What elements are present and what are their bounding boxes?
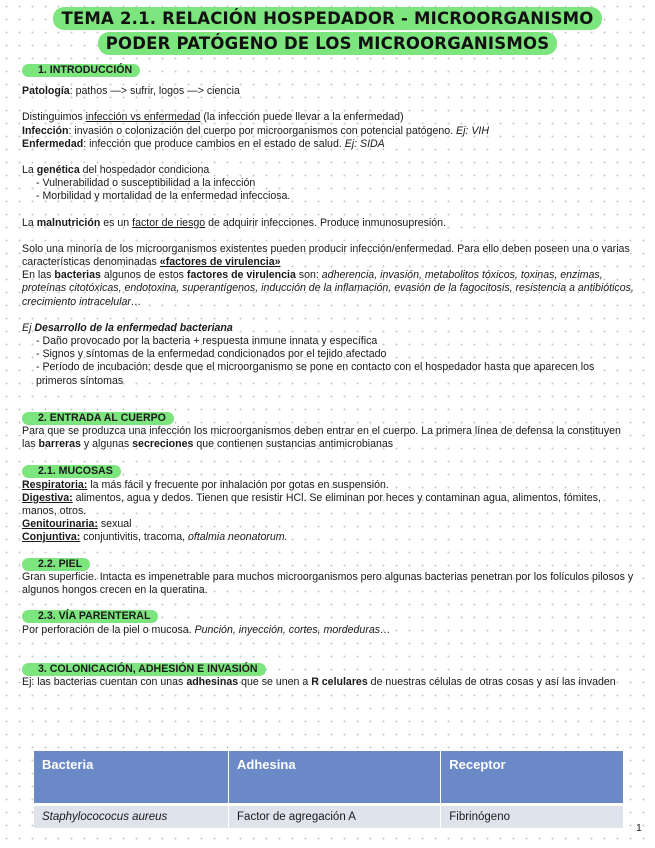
column-header-adhesina: Adhesina: [229, 751, 441, 805]
underlined-text: infección vs enfermedad: [85, 111, 201, 124]
list-item: - Vulnerabilidad o susceptibilidad a la infección: [36, 177, 256, 190]
underlined-text: factor de riesgo: [132, 216, 206, 229]
genitourinaria-paragraph: [22, 518, 634, 531]
text-span: : invasión o colonización del cuerpo por microorganismos con potencial patógeno.: [68, 124, 457, 137]
enfermedad-paragraph: [22, 138, 634, 151]
factores-term: factores de virulencia: [186, 269, 296, 282]
text-span: Distinguimos: [22, 111, 86, 124]
text-span: : infección que produce cambios en el estado de salud.: [83, 137, 345, 150]
page-title: [0, 7, 655, 57]
infeccion-paragraph: [22, 125, 634, 138]
virulence-factor-list: adherencia, invasión, metabolitos tóxicos, toxinas, enzimas, proteínas citotóxicas, endotoxina, superantígenos, inducción de la inflamación, evasión de la fagocitosis, resistencia a antibióticos, crecimiento intracelular…: [22, 269, 634, 308]
digestiva-term: Digestiva:: [22, 491, 73, 504]
list-item: - Período de incubación: desde que el microorganismo se pone en contacto con el hospedador hasta que aparecen los primeros síntomas: [36, 361, 595, 387]
text-span: sexual: [97, 518, 132, 531]
section-heading-parenteral: 2.3. VÍA PARENTERAL: [22, 610, 158, 623]
title-line-1: TEMA 2.1. RELACIÓN HOSPEDADOR - MICROORGANISMO: [53, 7, 601, 30]
patologia-def: : pathos —> sufrir, logos —> ciencia: [69, 85, 240, 98]
example-text: Ej: VIH: [456, 124, 489, 137]
genetica-term: genética: [36, 164, 80, 177]
text-span: Solo una minoría de los microorganismos existentes pueden producir infección/enfermedad. Para ello deben poseen una o varias características denominadas: [22, 242, 630, 269]
ej-term: Desarrollo de la enfermedad bacteriana: [34, 321, 233, 334]
respiratoria-paragraph: [22, 479, 634, 492]
page-number: 1: [636, 822, 642, 834]
patologia-paragraph: [22, 85, 634, 98]
adhesinas-term: adhesinas: [186, 675, 239, 688]
malnutricion-term: malnutrición: [36, 216, 101, 229]
text-span: que se unen a: [238, 675, 312, 688]
secreciones-term: secreciones: [132, 438, 194, 451]
text-span: Ej: [22, 321, 35, 334]
conjuntiva-paragraph: [22, 531, 634, 544]
malnutricion-paragraph: [22, 217, 634, 230]
parenteral-paragraph: [22, 624, 634, 637]
document-body: [22, 64, 634, 689]
cell-receptor: Fibrinógeno: [441, 805, 624, 829]
patologia-term: Patología: [22, 85, 70, 98]
genitourinaria-term: Genitourinaria:: [22, 518, 98, 531]
list-item: - Signos y síntomas de la enfermedad condicionados por el tejido afectado: [36, 348, 387, 361]
virulencia-term: «factores de virulencia»: [159, 256, 281, 269]
column-header-receptor: Receptor: [441, 751, 624, 805]
text-span: es un: [100, 216, 133, 229]
text-span: (la infección puede llevar a la enfermedad): [200, 111, 404, 124]
italic-text: Punción, inyección, cortes, mordeduras…: [194, 623, 391, 636]
infeccion-term: Infección: [22, 124, 69, 137]
colonizacion-paragraph: [22, 676, 634, 689]
entrada-paragraph: [22, 425, 634, 451]
list-item: - Daño provocado por la bacteria + respuesta inmune innata y específica: [36, 335, 378, 348]
enfermedad-term: Enfermedad: [22, 137, 84, 150]
piel-paragraph: Gran superficie. Intacta es impenetrable para muchos microorganismos pero algunas bacterias penetran por los folículos pilosos y algunos hongos crecen en la queratina.: [22, 570, 634, 597]
text-span: alimentos, agua y dedos. Tienen que resistir HCl. Se eliminan por heces y contaminan agua, alimentos, fómites, manos, otros.: [22, 491, 601, 518]
conjuntiva-term: Conjuntiva:: [22, 531, 81, 544]
ej-heading: [22, 322, 634, 335]
text-span: que contienen sustancias antimicrobianas: [193, 438, 394, 451]
distinguimos-paragraph: [22, 111, 634, 124]
section-heading-mucosas: 2.1. MUCOSAS: [22, 465, 121, 478]
section-heading-entrada: 2. ENTRADA AL CUERPO: [22, 412, 174, 425]
bacterias-term: bacterias: [54, 269, 101, 282]
italic-text: oftalmia neonatorum.: [188, 531, 288, 544]
section-heading-piel: 2.2. PIEL: [22, 558, 90, 571]
text-span: Para que se produzca una infección los microorganismos deben entrar en el cuerpo. La primera línea de defensa la constituyen las: [22, 425, 621, 451]
barreras-term: barreras: [38, 438, 81, 451]
respiratoria-term: Respiratoria:: [22, 478, 88, 491]
cell-adhesina: Factor de agregación A: [229, 805, 441, 829]
text-span: de adquirir infecciones. Produce inmunosupresión.: [205, 216, 447, 229]
text-span: Por perforación de la piel o mucosa.: [22, 623, 195, 636]
digestiva-paragraph: [22, 492, 634, 518]
virulencia-paragraph: [22, 243, 634, 269]
text-span: del hospedador condiciona: [79, 164, 210, 177]
text-span: de nuestras células de otras cosas y así las invaden: [367, 675, 616, 688]
text-span: En las: [22, 269, 55, 282]
text-span: la más fácil y frecuente por inhalación por gotas en suspensión.: [87, 478, 389, 491]
title-line-2: PODER PATÓGENO DE LOS MICROORGANISMOS: [98, 32, 558, 55]
receptores-term: R celulares: [311, 675, 368, 688]
text-span: Ej: las bacterias cuentan con unas: [22, 675, 187, 688]
section-heading-introduccion: 1. INTRODUCCIÓN: [22, 64, 140, 77]
text-span: algunos de estos: [100, 269, 187, 282]
cell-bacteria: Staphylocococus aureus: [34, 805, 229, 829]
text-span: La: [22, 164, 37, 177]
example-text: Ej: SIDA: [344, 137, 385, 150]
table-row: [34, 805, 624, 829]
adhesion-table: [34, 751, 624, 828]
text-span: y algunas: [80, 438, 133, 451]
text-span: La: [22, 216, 37, 229]
text-span: son:: [295, 269, 322, 282]
genetica-paragraph: [22, 164, 634, 177]
bacterias-paragraph: [22, 269, 634, 309]
list-item: - Morbilidad y mortalidad de la enfermedad infecciosa.: [36, 190, 291, 203]
section-heading-colonizacion: 3. COLONICACIÓN, ADHESIÓN E INVASIÓN: [22, 663, 266, 676]
text-span: conjuntivitis, tracoma,: [80, 531, 189, 544]
column-header-bacteria: Bacteria: [34, 751, 229, 805]
table-header-row: [34, 751, 624, 805]
